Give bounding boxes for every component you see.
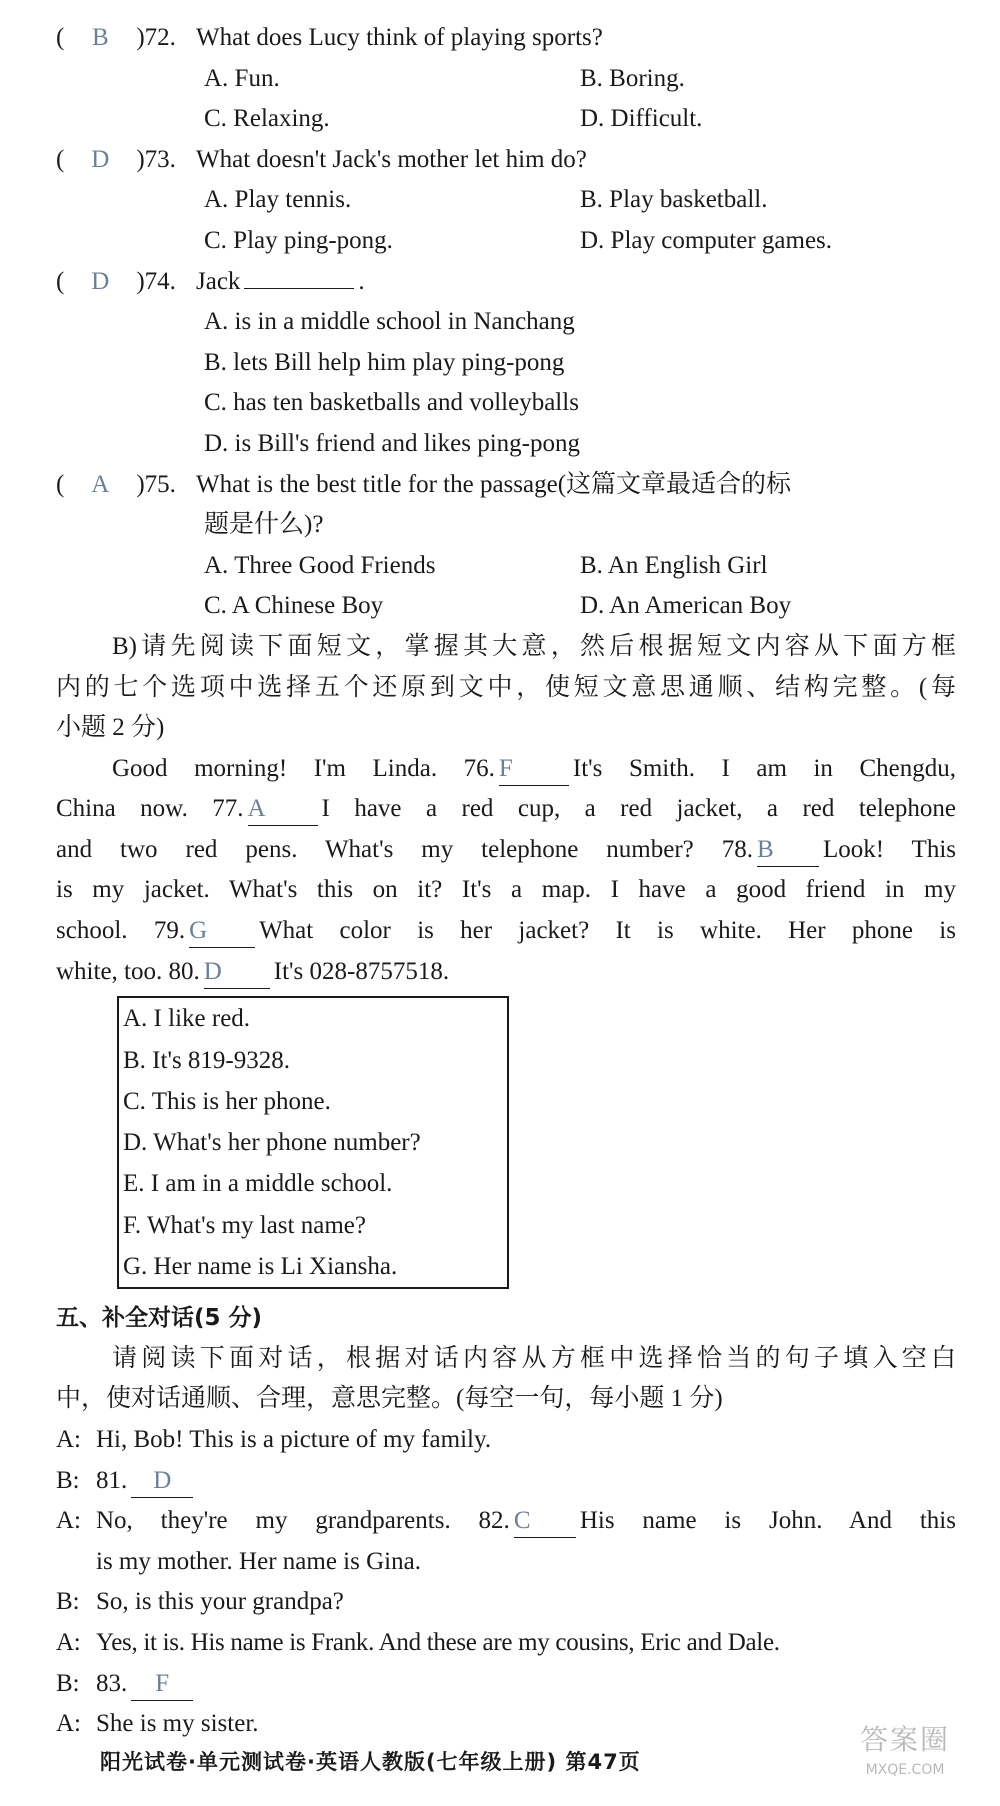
options-box — [117, 996, 509, 1289]
dialog-text: She is my sister. — [96, 1710, 259, 1738]
answer-paren: ( D )74. — [56, 262, 196, 303]
option-a: A. is in a middle school in Nanchang — [204, 308, 575, 336]
answer-mark: B — [91, 24, 109, 51]
dialog-line — [56, 1461, 956, 1502]
answer-blank-76: F — [499, 753, 569, 786]
speaker: A: — [56, 1426, 81, 1454]
question-73 — [56, 140, 956, 181]
box-option: F. What's my last name? — [123, 1211, 366, 1239]
box-option: C. This is her phone. — [123, 1087, 331, 1115]
speaker: A: — [56, 1710, 81, 1738]
dialog-line — [56, 1582, 956, 1623]
watermark-url: MXQE.COM — [865, 1762, 945, 1778]
dialog — [56, 1420, 956, 1745]
option-d: D. An American Boy — [580, 592, 792, 620]
speaker: B: — [56, 1669, 80, 1697]
options-row — [56, 586, 956, 627]
question-72 — [56, 18, 956, 59]
question-text: What is the best title for the passage(这篇文章最适合的标 — [196, 470, 792, 498]
instruction-line: 中，使对话通顺、合理，意思完整。(每空一句，每小题 1 分) — [56, 1385, 723, 1413]
passage-text: China now. 77. — [56, 795, 244, 823]
passage-line — [56, 952, 956, 993]
passage-text: white, too. 80. — [56, 957, 200, 985]
box-option: D. What's her phone number? — [123, 1129, 421, 1157]
passage-text: I have a red cup, a red jacket, a red telephone — [321, 795, 957, 823]
question-text: What doesn't Jack's mother let him do? — [196, 145, 587, 173]
question-75 — [56, 465, 956, 506]
dialog-line — [56, 1501, 956, 1582]
watermark-logo — [830, 1720, 980, 1790]
passage-line — [56, 911, 956, 952]
question-number: 74 — [144, 267, 170, 295]
answer-mark: A — [91, 470, 110, 498]
passage-line — [56, 830, 956, 871]
answer-paren: ( A )75. — [56, 465, 196, 506]
dialog-line — [56, 1704, 956, 1745]
answer-mark: D — [91, 145, 110, 173]
dialog-text: Yes, it is. His name is Frank. And these are my cousins, Eric and Dale. — [96, 1629, 780, 1656]
dialog-line — [56, 1664, 956, 1705]
question-text-cont: 题是什么)? — [204, 511, 324, 539]
passage — [56, 749, 956, 993]
question-text: What does Lucy think of playing sports? — [196, 24, 603, 51]
dialog-text: Hi, Bob! This is a picture of my family. — [96, 1426, 492, 1454]
instruction-line: 小题 2 分) — [56, 714, 165, 742]
question-number: 72 — [144, 24, 170, 51]
passage-text: Look! This — [822, 835, 956, 863]
option-d: D. Difficult. — [580, 105, 703, 133]
exam-page — [56, 18, 956, 1745]
speaker: A: — [56, 1507, 81, 1535]
passage-line — [56, 789, 956, 830]
box-option: B. It's 819-9328. — [123, 1046, 291, 1074]
options-row — [56, 546, 956, 587]
answer-blank-81: D — [131, 1465, 193, 1498]
options-box-wrap — [56, 992, 956, 1298]
options-row — [56, 180, 956, 221]
answer-paren: ( B )72. — [56, 18, 196, 59]
box-option: E. I am in a middle school. — [123, 1170, 393, 1198]
dialog-text: No, they're my grandparents. 82. — [96, 1507, 510, 1535]
answer-blank-82: C — [514, 1505, 576, 1538]
fill-blank — [244, 288, 354, 289]
option-b: B. Play basketball. — [580, 186, 768, 214]
page-footer: 阳光试卷·单元测试卷·英语人教版(七年级上册) 第47页 — [100, 1750, 641, 1774]
passage-text: school. 79. — [56, 917, 186, 945]
instruction-line: B)请先阅读下面短文，掌握其大意，然后根据短文内容从下面方框 — [112, 632, 956, 660]
passage-text: Good morning! I'm Linda. 76. — [112, 754, 495, 782]
option-c: C. Relaxing. — [204, 105, 330, 133]
instruction-line: 请阅读下面对话，根据对话内容从方框中选择恰当的句子填入空白 — [112, 1344, 956, 1372]
dialog-line — [56, 1420, 956, 1461]
answer-blank-80: D — [204, 956, 270, 989]
dialog-text — [56, 1501, 956, 1542]
option-c: C. has ten basketballs and volleyballs — [204, 389, 579, 417]
question-number: 75 — [144, 470, 170, 498]
box-option: A. I like red. — [123, 1005, 251, 1033]
speaker: A: — [56, 1629, 81, 1656]
dialog-text: 83. — [96, 1669, 128, 1697]
dialog-text: is my mother. Her name is Gina. — [96, 1547, 421, 1575]
instruction-line: 内的七个选项中选择五个还原到文中，使短文意思通顺、结构完整。(每 — [56, 673, 956, 701]
passage-line: is my jacket. What's this on it? It's a map. I have a good friend in my — [56, 876, 956, 904]
passage-text: What color is her jacket? It is white. Her phone is — [259, 917, 956, 945]
answer-blank-83: F — [131, 1668, 193, 1701]
question-74: ( D )74. Jack . — [56, 262, 956, 303]
answer-blank-77: A — [248, 793, 318, 826]
answer-blank-79: G — [189, 915, 255, 948]
dialog-text: His name is John. And this — [579, 1507, 956, 1535]
dialog-line — [56, 1623, 956, 1664]
dialog-text: So, is this your grandpa? — [96, 1588, 344, 1616]
dialog-text: 81. — [96, 1466, 128, 1494]
partb-instructions — [56, 627, 956, 749]
options-row — [56, 59, 956, 100]
option-b: B. An English Girl — [580, 551, 768, 579]
passage-line — [56, 749, 956, 790]
passage-text: It's Smith. I am in Chengdu, — [572, 754, 956, 782]
option-d: D. is Bill's friend and likes ping-pong — [204, 429, 581, 457]
question-number: 73 — [144, 145, 170, 173]
option-b: B. Boring. — [580, 64, 685, 92]
box-option: G. Her name is Li Xiansha. — [123, 1253, 398, 1281]
options-row — [56, 99, 956, 140]
answer-paren: ( D )73. — [56, 140, 196, 181]
option-a: A. Three Good Friends — [204, 551, 436, 579]
question-text: Jack — [196, 267, 241, 295]
speaker: B: — [56, 1588, 80, 1616]
option-a: A. Fun. — [204, 64, 280, 92]
option-b: B. lets Bill help him play ping-pong — [204, 348, 565, 376]
options-row — [56, 221, 956, 262]
answer-mark: D — [91, 267, 110, 295]
passage-text: and two red pens. What's my telephone number? 78. — [56, 835, 753, 863]
answer-blank-78: B — [757, 834, 819, 867]
option-c: C. A Chinese Boy — [204, 592, 384, 620]
section-title: 五、补全对话(5 分) — [56, 1305, 263, 1332]
option-a: A. Play tennis. — [204, 186, 352, 214]
passage-text: It's 028-8757518. — [273, 957, 450, 985]
option-d: D. Play computer games. — [580, 226, 833, 254]
option-c: C. Play ping-pong. — [204, 226, 393, 254]
speaker: B: — [56, 1466, 80, 1494]
section5-instructions — [56, 1339, 956, 1420]
watermark-logo-text: 答案圈 — [859, 1723, 950, 1756]
